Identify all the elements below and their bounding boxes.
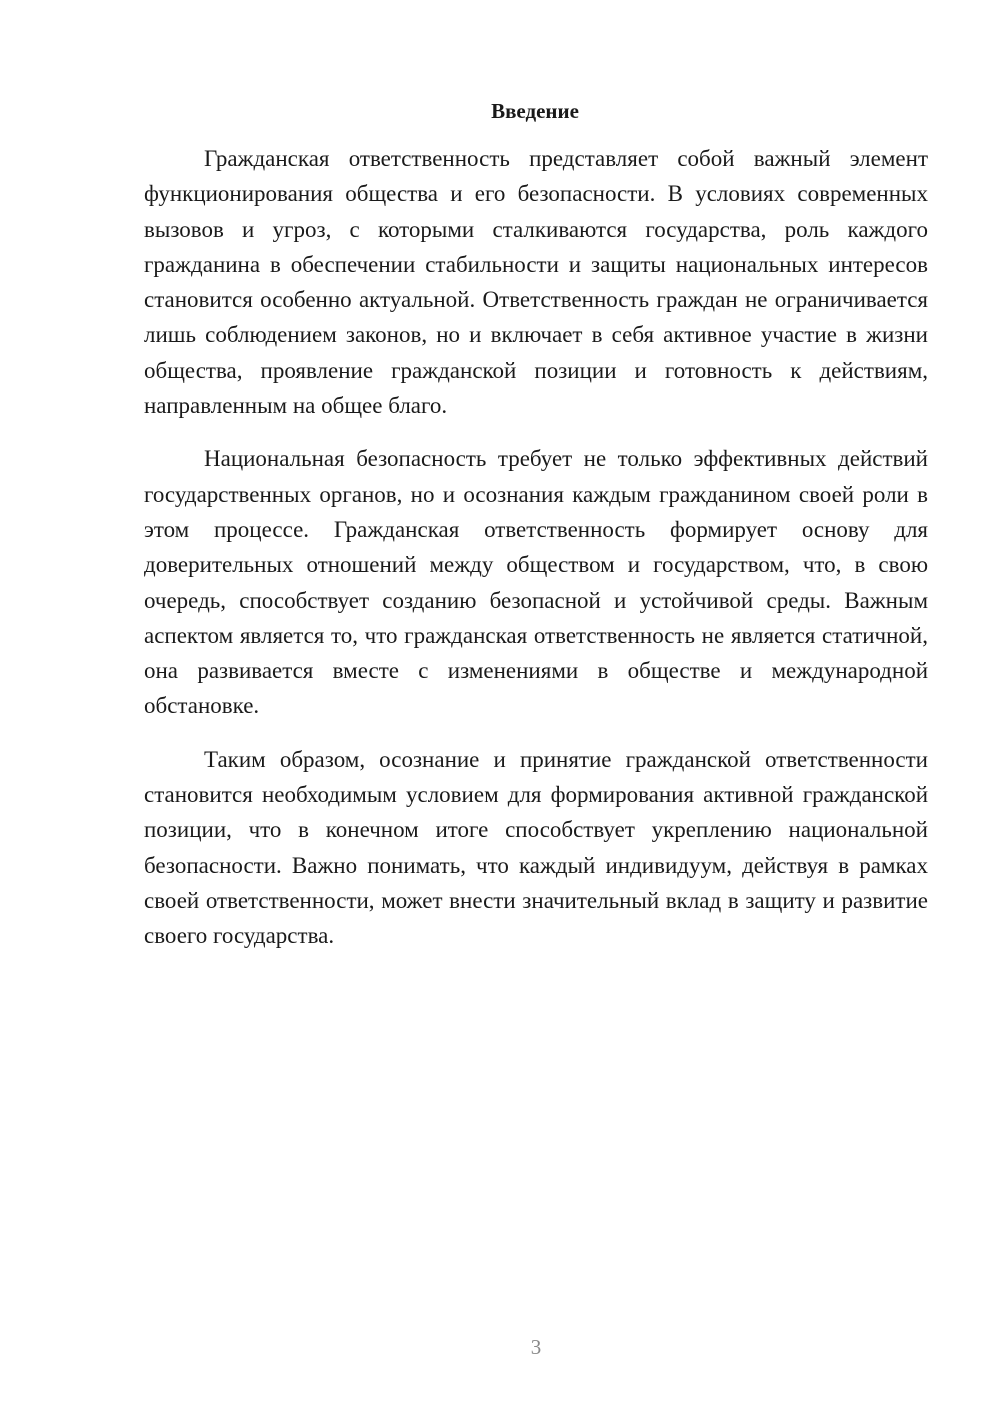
section-title: Введение [491,99,579,123]
document-body [144,141,928,954]
paragraph-1: Гражданская ответственность представляет собой важный элемент функционирования общества и его безопасности. В условиях современных вызовов и угроз, с которыми сталкиваются государства, роль каждого гражданина в обеспечении стабильности и защиты национальных интересов становится особенно актуальной. Ответственность граждан не ограничивается лишь соблюдением законов, но и включает в себя активное участие в жизни общества, проявление гражданской позиции и готовность к действиям, направленным на общее благо. [144,146,928,419]
page-number: 3 [530,1335,542,1359]
paragraph-3: Таким образом, осознание и принятие гражданской ответственности становится необходимым условием для формирования активной гражданской позиции, что в конечном итоге способствует укреплению национальной безопасности. Важно понимать, что каждый индивидуум, действуя в рамках своей ответственности, может внести значительный вклад в защиту и развитие своего государства. [144,746,928,949]
paragraph-2: Национальная безопасность требует не только эффективных действий государственных органов, но и осознания каждым гражданином своей роли в этом процессе. Гражданская ответственность формирует основу для доверительных отношений между обществом и государством, что, в свою очередь, способствует созданию безопасной и устойчивой среды. Важным аспектом является то, что гражданская ответственность не является статичной, она развивается вместе с изменениями в обществе и международной обстановке. [144,446,928,719]
